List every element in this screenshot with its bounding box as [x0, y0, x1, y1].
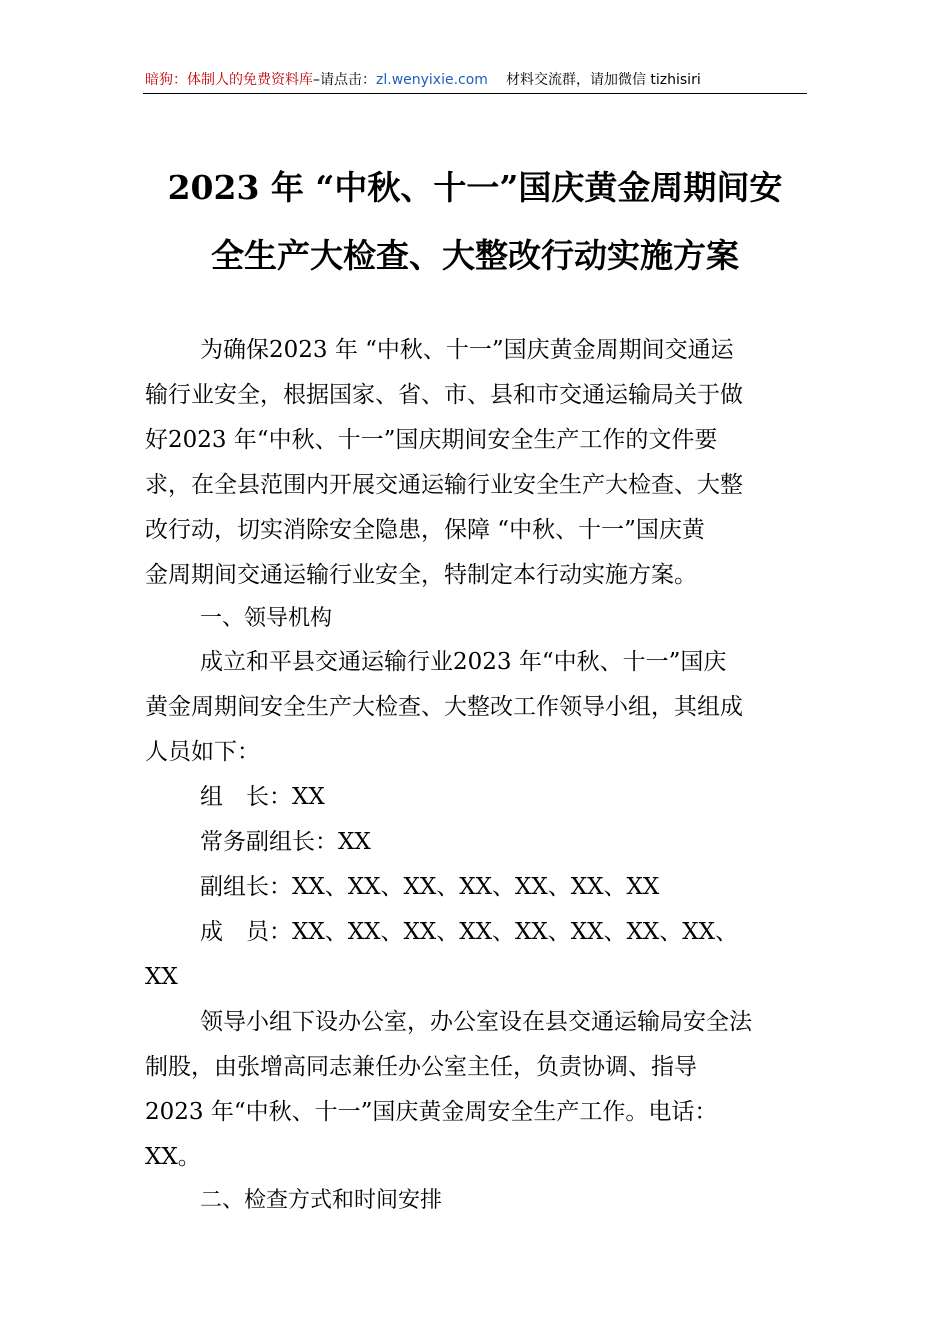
intro-line: 金周期间交通运输行业安全，特制定本行动实施方案。 — [145, 562, 697, 588]
section-1-heading-text: 一、领导机构 — [200, 606, 333, 631]
intro-line: 输行业安全，根据国家、省、市、县和市交通运输局关于做 — [145, 382, 743, 408]
office-line: 2023 年“中秋、十一”国庆黄金周安全生产工作。电话： — [145, 1099, 718, 1125]
intro-paragraph — [145, 328, 807, 598]
document-title-line-2: 全生产大检查、大整改行动实施方案 — [211, 236, 739, 275]
section-1-paragraph — [145, 640, 807, 1180]
members-line-1: 成 员：XX、XX、XX、XX、XX、XX、XX、XX、 — [200, 919, 738, 945]
office-line: 制股，由张增高同志兼任办公室主任，负责协调、指导 — [145, 1054, 697, 1080]
header-wechat-note: 材料交流群，请加微信 tizhisiri — [505, 72, 701, 88]
intro-line: 为确保2023 年 “中秋、十一”国庆黄金周期间交通运 — [200, 337, 734, 363]
header-divider — [143, 93, 807, 94]
members-line-2: XX — [145, 964, 178, 990]
section-1-line: 成立和平县交通运输行业2023 年“中秋、十一”国庆 — [200, 649, 727, 675]
exec-deputy-line: 常务副组长：XX — [200, 829, 371, 855]
section-2-heading-text: 二、检查方式和时间安排 — [200, 1188, 443, 1213]
deputies-line: 副组长：XX、XX、XX、XX、XX、XX、XX — [200, 874, 660, 900]
section-1-heading — [145, 596, 807, 641]
header-url-link[interactable]: zl.wenyixie.com — [376, 72, 488, 88]
office-line: 领导小组下设办公室，办公室设在县交通运输局安全法 — [200, 1009, 752, 1035]
intro-line: 改行动，切实消除安全隐患，保障 “中秋、十一”国庆黄 — [145, 517, 705, 543]
header-click-prefix: –请点击： — [313, 72, 376, 88]
section-1-line: 人员如下： — [145, 739, 260, 765]
leader-line: 组 长：XX — [200, 784, 325, 810]
document-title-line-1: 2023 年 “中秋、十一”国庆黄金周期间安 — [167, 168, 783, 207]
header-site-name: 暗狗：体制人的免费资料库 — [145, 72, 313, 88]
section-1-line: 黄金周期间安全生产大检查、大整改工作领导小组，其组成 — [145, 694, 743, 720]
section-2-heading — [145, 1178, 807, 1223]
page-header — [145, 66, 805, 94]
office-line: XX。 — [145, 1144, 201, 1170]
intro-line: 求，在全县范围内开展交通运输行业安全生产大检查、大整 — [145, 472, 743, 498]
intro-line: 好2023 年“中秋、十一”国庆期间安全生产工作的文件要 — [145, 427, 718, 453]
